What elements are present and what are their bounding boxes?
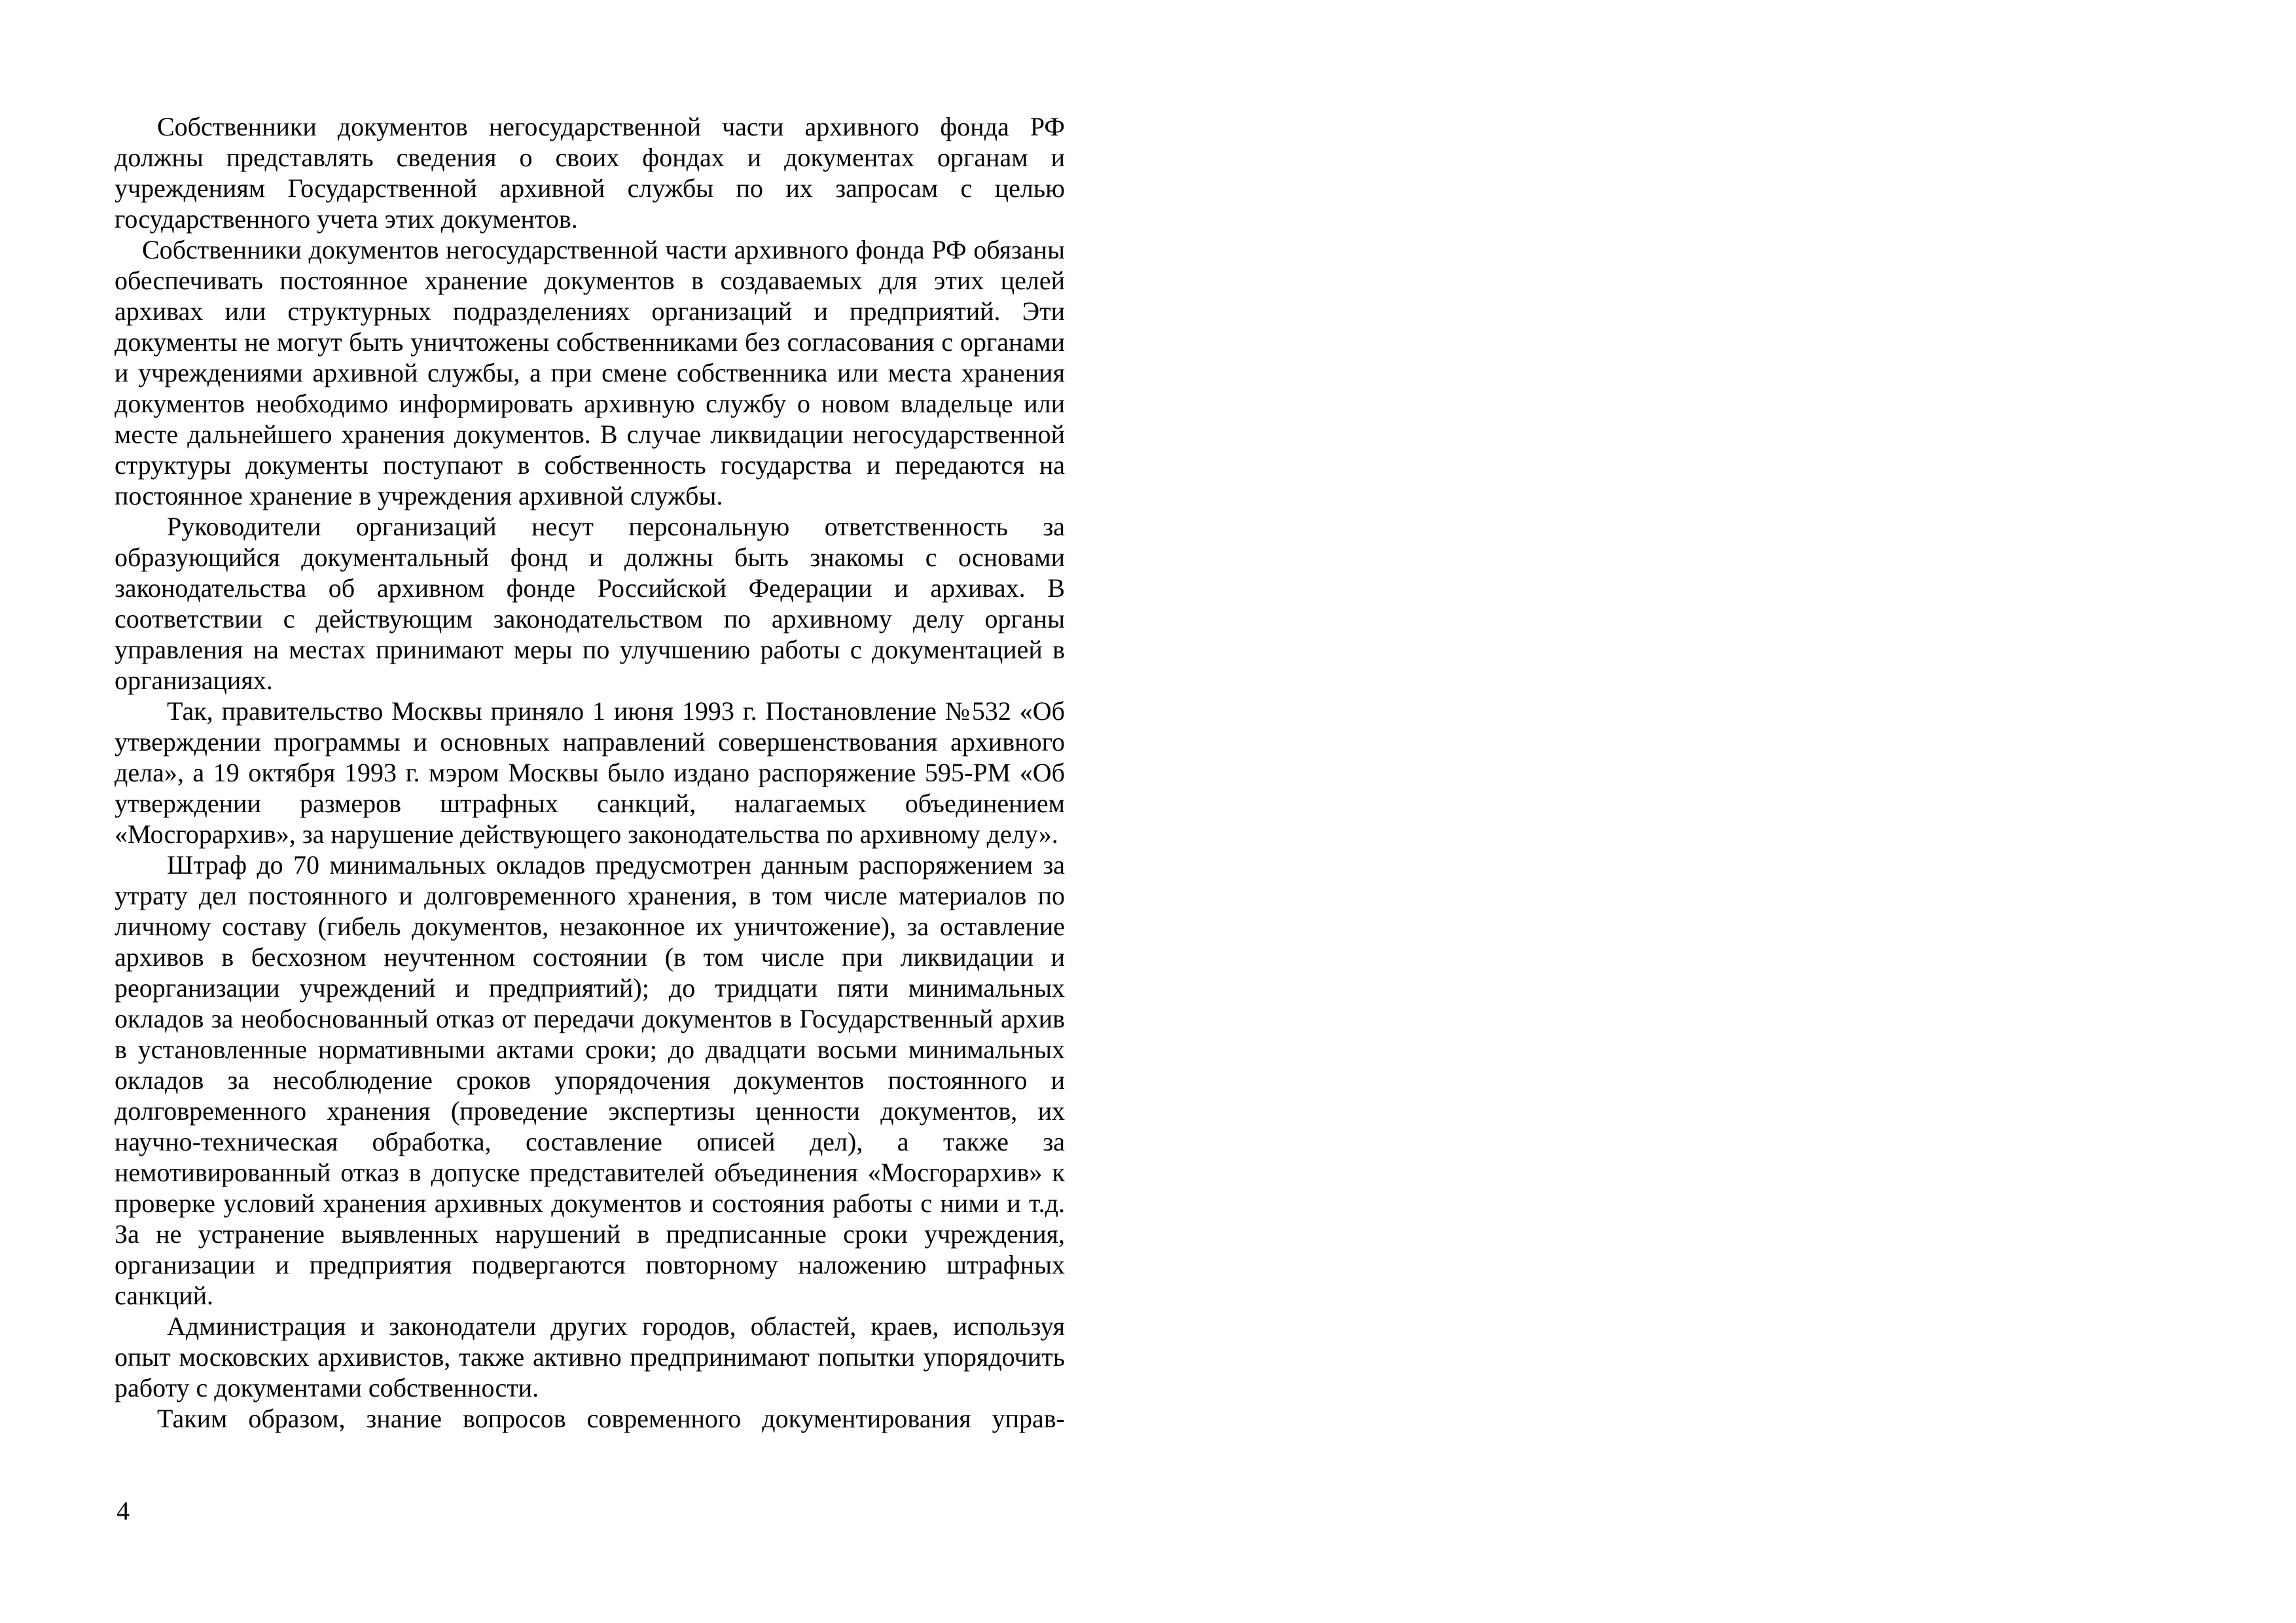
- paragraph-moscow-resolution: Так, правительство Москвы приняло 1 июня 1993 г. Постановление №532 «Об утверждении программы и основных направлений совершенствования архивного дела», а 19 октября 1993 г. мэром Москвы было издано распоряжение 595-РМ «Об утверждении размеров штрафных санкций, налагаемых объединением «Мосгорархив», за нарушение действующего законодательства по архивному делу».: [115, 696, 1065, 849]
- left-page-body: [115, 111, 1065, 1434]
- paragraph-owners-storage: Собственники документов негосударственной части архивного фонда РФ обязаны обеспечивать постоянное хранение документов в создаваемых для этих целей архивах или структурных подразделениях организаций и предприятий. Эти документы не могут быть уничтожены собственниками без согласования с органами и учреждениями архивной службы, а при смене собственника или места хранения документов необходимо информировать архивную службу о новом владельце или месте дальнейшего хранения документов. В случае ликвидации негосударственной структуры документы поступают в собственность государства и передаются на постоянное хранение в учреждения архивной службы.: [115, 235, 1065, 510]
- paragraph-owners-reporting: Собственники документов негосударственной части архивного фонда РФ должны представлять сведения о своих фондах и документах органам и учреждениям Государственной архивной службы по их запросам с целью государственного учета этих документов.: [115, 112, 1065, 234]
- paragraph-managers-responsibility: Руководители организаций несут персональную ответственность за образующийся документальный фонд и должны быть знакомы с основами законодательства об архивном фонде Российской Федерации и архивах. В соответствии с действующим законодательством по архивному делу органы управления на местах принимают меры по улучшению работы с документацией в организациях.: [115, 512, 1065, 695]
- paragraph-conclusion: Таким образом, знание вопросов современного документирования управ-: [157, 1404, 1065, 1433]
- paragraph-fines: Штраф до 70 минимальных окладов предусмотрен данным распоряжением за утрату дел постоянного и долговременного хранения, в том числе материалов по личному составу (гибель документов, незаконное их уничтожение), за оставление архивов в бесхозном неучтенном состоянии (в том числе при ликвидации и реорганизации учреждений и предприятий); до тридцати пяти минимальных окладов за необоснованный отказ от передачи документов в Государственный архив в установленные нормативными актами сроки; до двадцати восьми минимальных окладов за несоблюдение сроков упорядочения документов постоянного и долговременного хранения (проведение экспертизы ценности документов, их научно-техническая обработка, составление описей дел), а также за немотивированный отказ в допуске представителей объединения «Мосгорархив» к проверке условий хранения архивных документов и состояния работы с ними и т.д. За не устранение выявленных нарушений в предписанные сроки учреждения, организации и предприятия подвергаются повторному наложению штрафных санкций.: [115, 850, 1065, 1310]
- right-page-blank: [1148, 0, 2296, 1623]
- paragraph-other-regions: Администрация и законодатели других городов, областей, краев, используя опыт московских архивистов, также активно предпринимают попытки упорядочить работу с документами собственности.: [115, 1311, 1065, 1402]
- page-number: 4: [117, 1496, 130, 1525]
